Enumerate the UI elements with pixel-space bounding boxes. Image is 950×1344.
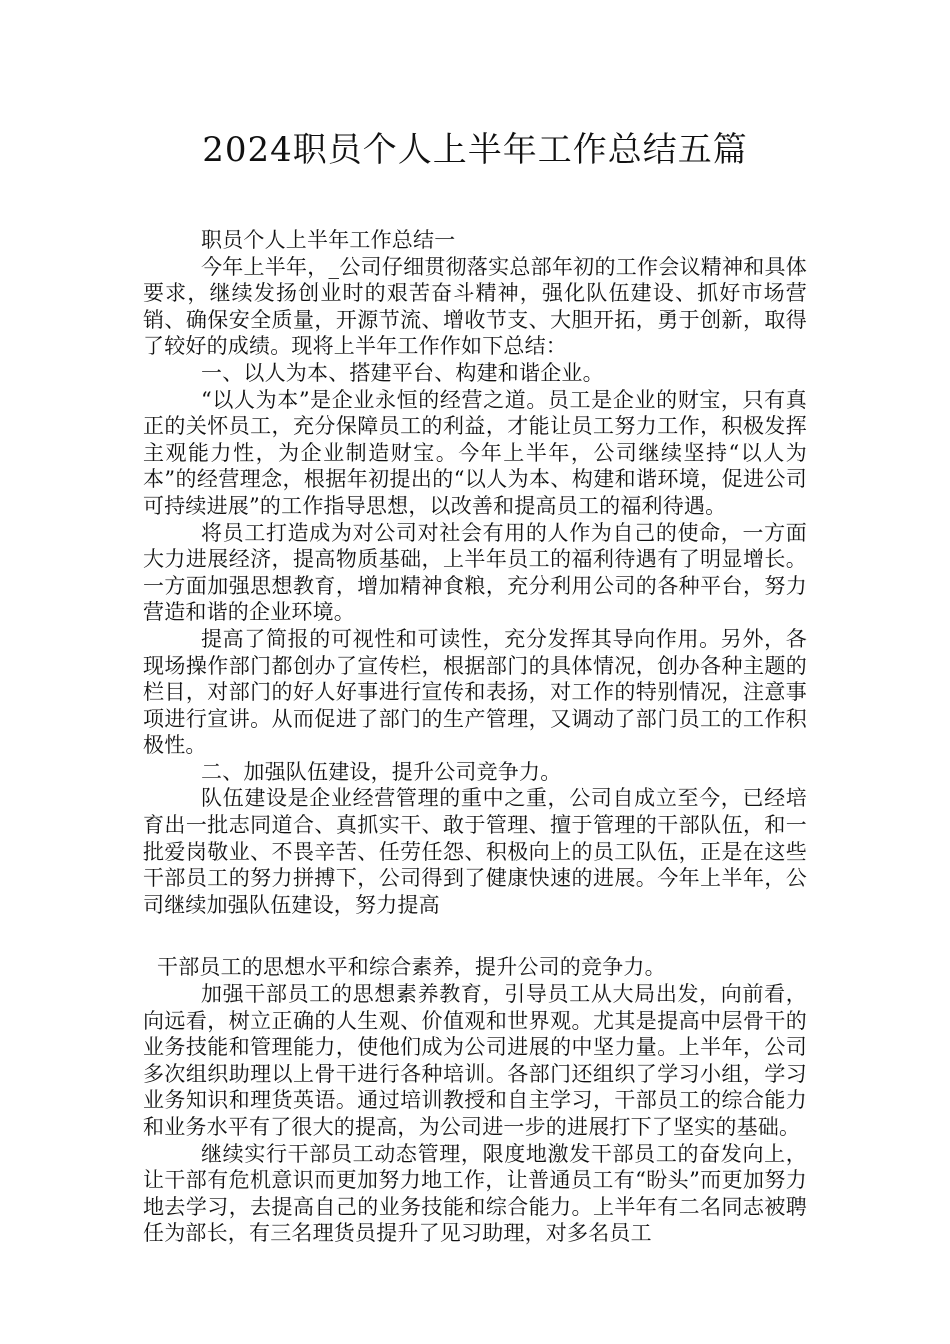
subsection-heading: 一、以人为本、搭建平台、构建和谐企业。 [201,360,604,385]
document-body [143,227,807,1247]
paragraph: “以人为本”是企业永恒的经营之道。员工是企业的财宝，只有真正的关怀员工，充分保障员工的利益，才能让员工努力工作，积极发挥主观能力性，为企业制造财宝。今年上半年，公司继续坚持“以人为本”的经营理念，根据年初提出的“以人为本、构建和谐环境，促进公司可持续进展”的工作指导思想，以改善和提高员工的福利待遇。 [143,387,807,518]
document-title: 2024职员个人上半年工作总结五篇 [202,130,748,170]
paragraph: 队伍建设是企业经营管理的重中之重，公司自成立至今，已经培育出一批志同道合、真抓实干、敢于管理、擅于管理的干部队伍，和一批爱岗敬业、不畏辛苦、任劳任怨、积极向上的员工队伍，正是在这些干部员工的努力拼搏下，公司得到了健康快速的进展。今年上半年，公司继续加强队伍建设，努力提高 [143,786,807,917]
page-break-gap [143,918,807,954]
subsection-heading: 二、加强队伍建设，提升公司竞争力。 [201,759,562,784]
paragraph-continued: 干部员工的思想水平和综合素养，提升公司的竞争力。 [157,955,666,980]
paragraph: 继续实行干部员工动态管理，限度地激发干部员工的奋发向上，让干部有危机意识而更加努力地工作，让普通员工有“盼头”而更加努力地去学习，去提高自己的业务技能和综合能力。上半年有二名同志被聘任为部长，有三名理货员提升了见习助理，对多名员工 [143,1141,807,1246]
section-heading: 职员个人上半年工作总结一 [201,228,456,252]
paragraph: 加强干部员工的思想素养教育，引导员工从大局出发，向前看，向远看，树立正确的人生观、价值观和世界观。尤其是提高中层骨干的业务技能和管理能力，使他们成为公司进展的中坚力量。上半年，公司多次组织助理以上骨干进行各种培训。各部门还组织了学习小组，学习业务知识和理货英语。通过培训教授和自主学习，干部员工的综合能力和业务水平有了很大的提高，为公司进一步的进展打下了坚实的基础。 [143,982,807,1139]
paragraph: 提高了简报的可视性和可读性，充分发挥其导向作用。另外，各现场操作部门都创办了宣传栏，根据部门的具体情况，创办各种主题的栏目，对部门的好人好事进行宣传和表扬，对工作的特别情况，注意事项进行宣讲。从而促进了部门的生产管理，又调动了部门员工的工作积极性。 [143,626,807,758]
paragraph: 今年上半年，_公司仔细贯彻落实总部年初的工作会议精神和具体要求，继续发扬创业时的艰苦奋斗精神，强化队伍建设、抓好市场营销、确保安全质量，开源节流、增收节支、大胆开拓，勇于创新，取得了较好的成绩。现将上半年工作作如下总结： [143,254,807,359]
paragraph: 将员工打造成为对公司对社会有用的人作为自己的使命，一方面大力进展经济，提高物质基础，上半年员工的福利待遇有了明显增长。一方面加强思想教育，增加精神食粮，充分利用公司的各种平台，努力营造和谐的企业环境。 [143,520,807,625]
